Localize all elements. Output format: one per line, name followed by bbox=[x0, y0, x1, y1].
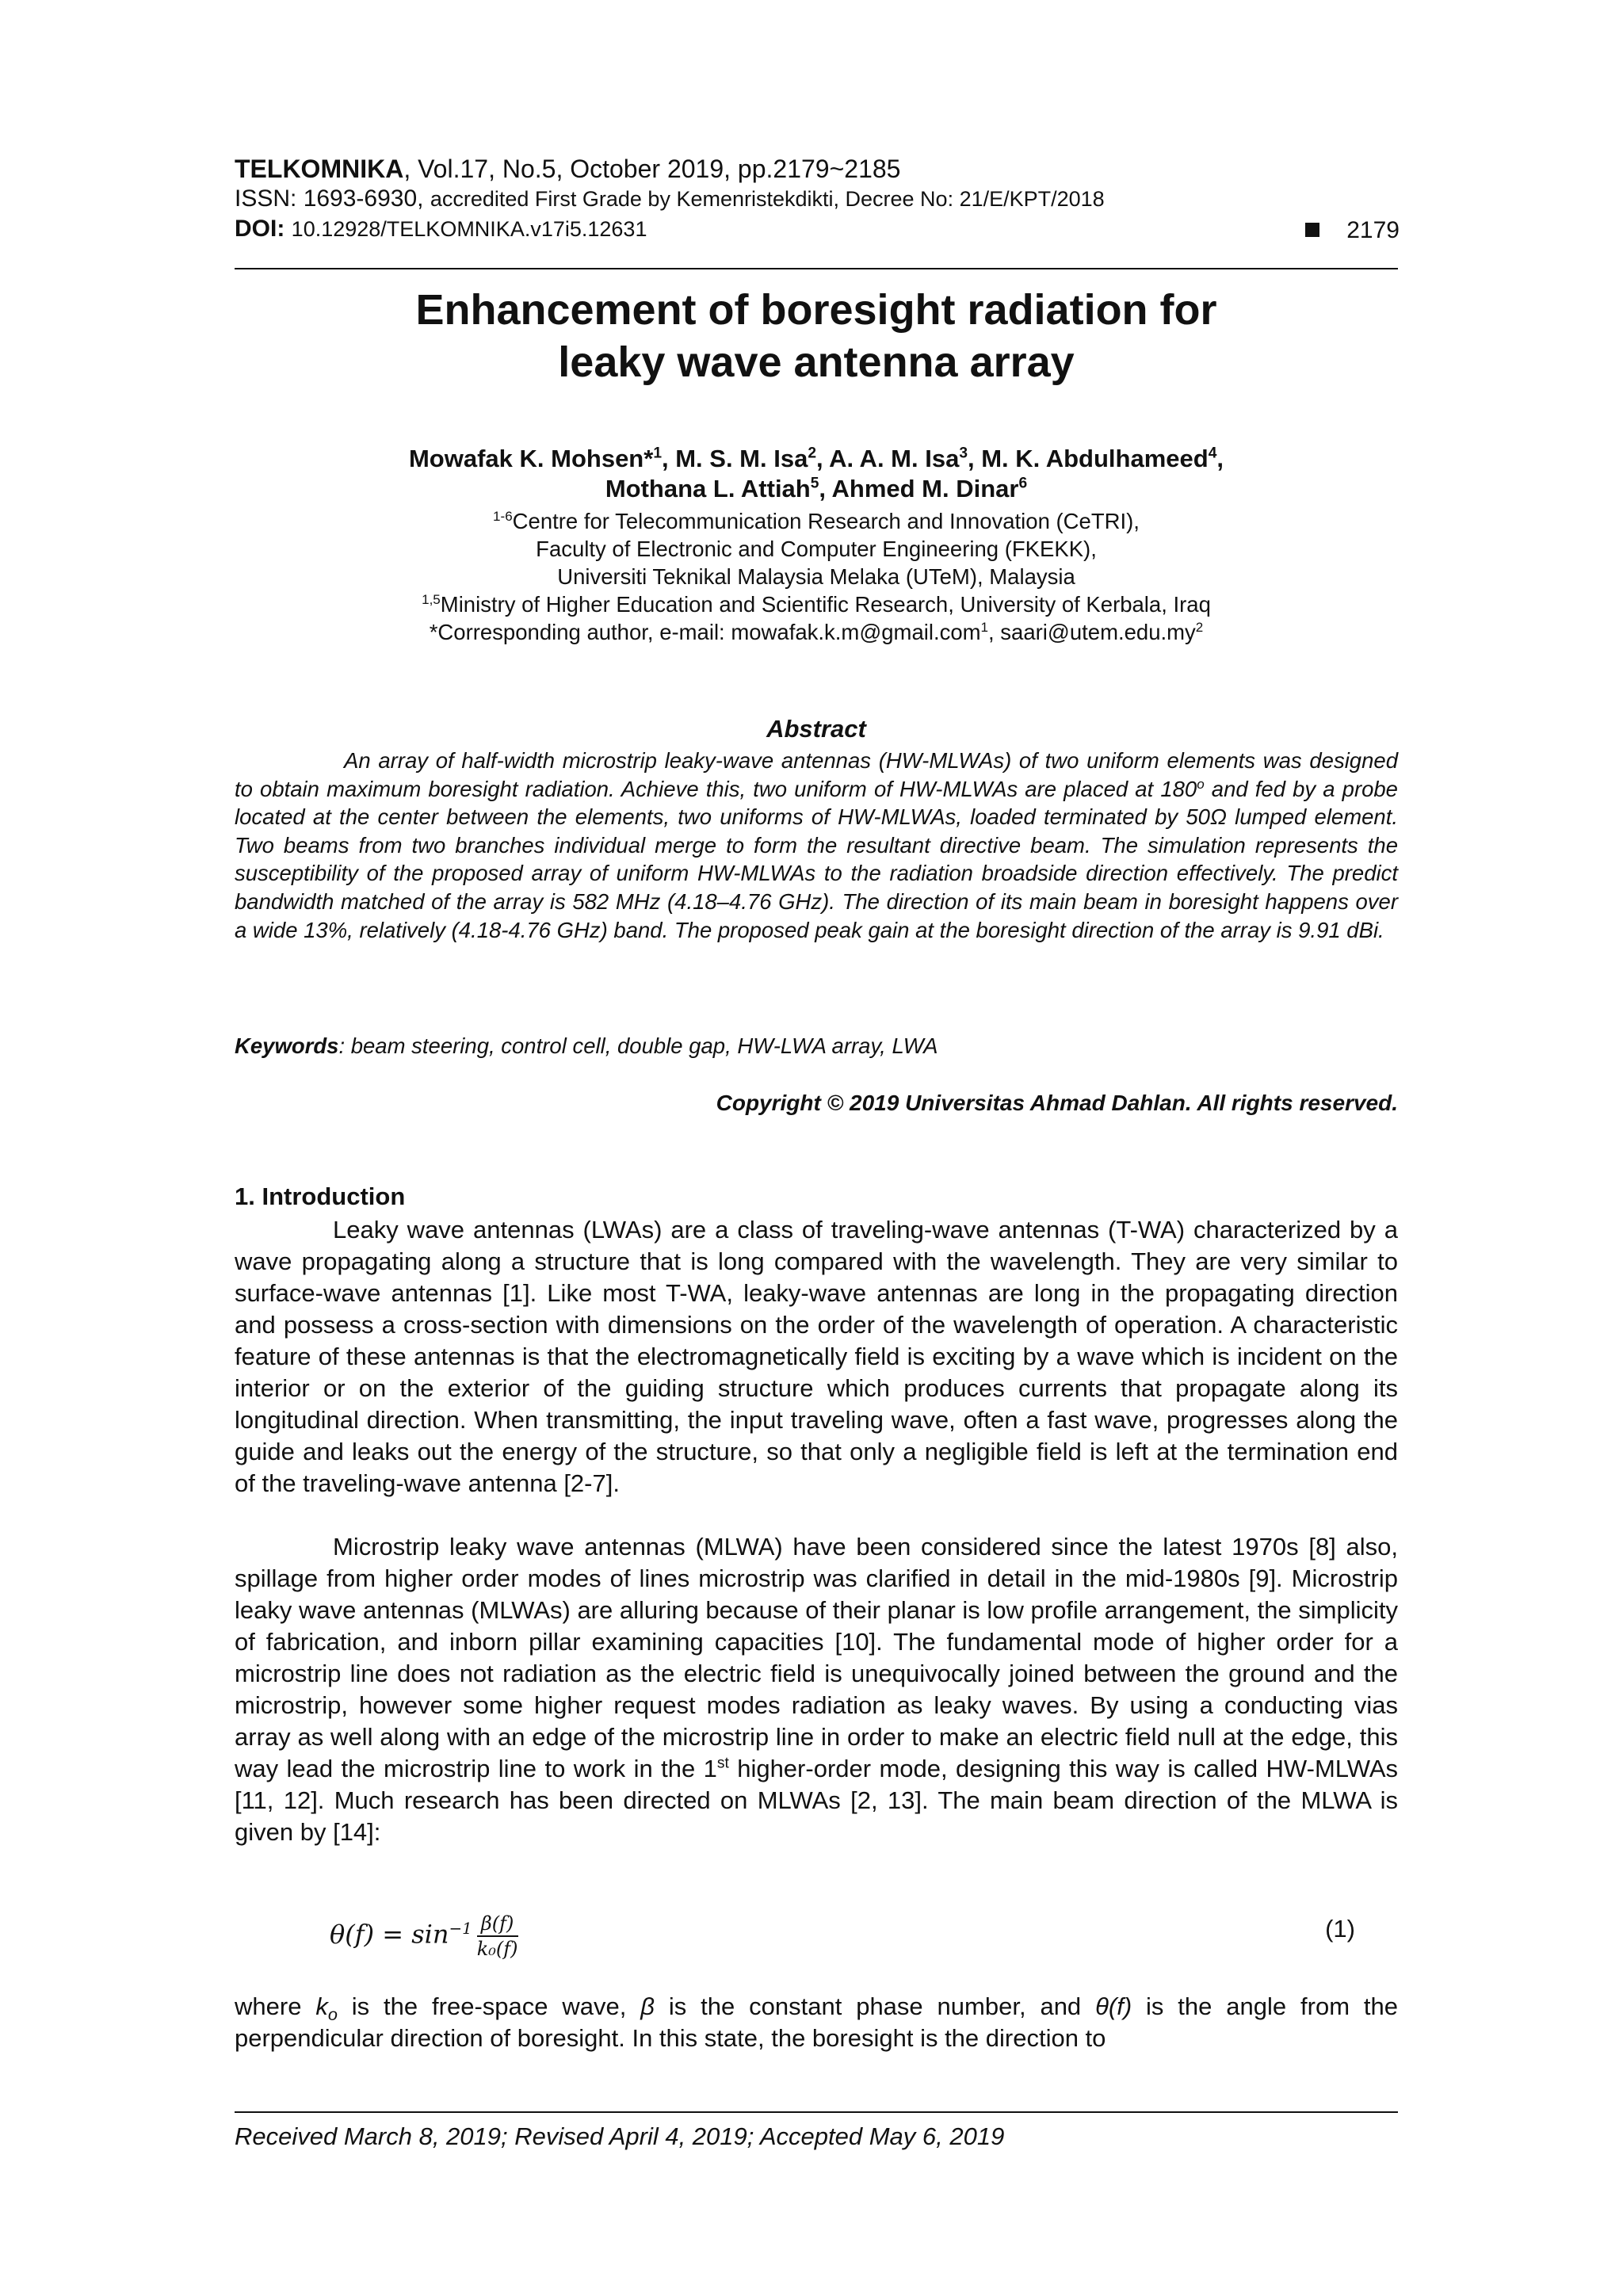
paragraph-2 bbox=[235, 1531, 1398, 1848]
journal-name: TELKOMNIKA bbox=[235, 155, 404, 183]
paper-title bbox=[235, 284, 1398, 388]
p3-beta: β bbox=[640, 1992, 655, 2020]
equation-number: (1) bbox=[1325, 1915, 1355, 1943]
equation-1 bbox=[330, 1912, 518, 1961]
p3-text: is the free-space wave, bbox=[337, 1992, 641, 2020]
doi[interactable]: 10.12928/TELKOMNIKA.v17i5.12631 bbox=[291, 217, 647, 241]
authors-line-1 bbox=[235, 444, 1398, 474]
paragraph-3 bbox=[235, 1991, 1398, 2054]
corresponding-author bbox=[235, 618, 1398, 646]
affiliation-line: Faculty of Electronic and Computer Engineering (FKEKK), bbox=[536, 537, 1097, 561]
p3-k-sub: o bbox=[327, 2004, 338, 2025]
abstract-part-2: and fed by a probe located at the center between the elements, two uniforms of HW-MLWAs, loaded terminated by 50Ω lumped element. Two beams from two branches individual merge to form the resultant directive beam. The simulation represents the susceptibility of the proposed array of uniform HW-MLWAs to the radiation broadside direction effectively. The predict bandwidth matched of the array is 582 MHz (4.18–4.76 GHz). The direction of its main beam in boresight happens over a wide 13%, relatively (4.18-4.76 GHz) band. The proposed peak gain at the boresight direction of the array is 9.91 dBi. bbox=[235, 776, 1398, 942]
affiliation-sup: 1-6 bbox=[493, 508, 513, 524]
author-sup: 6 bbox=[1018, 475, 1028, 492]
affiliation-sup: 1 bbox=[980, 619, 989, 635]
authors-line-2 bbox=[235, 474, 1398, 504]
keywords-label: Keywords bbox=[235, 1033, 339, 1058]
author-sup: 5 bbox=[810, 475, 819, 492]
footer-rule bbox=[235, 2111, 1398, 2113]
author-sup: 4 bbox=[1208, 445, 1217, 462]
equation-exponent: −1 bbox=[449, 1919, 472, 1938]
p3-k: k bbox=[315, 1992, 328, 2020]
page-number-text: 2179 bbox=[1346, 217, 1400, 243]
author-sup: 3 bbox=[959, 445, 968, 462]
degree-sup: o bbox=[1197, 776, 1205, 792]
affiliations bbox=[235, 507, 1398, 646]
author-1: Mowafak K. Mohsen* bbox=[408, 445, 654, 472]
affiliation-text: Ministry of Higher Education and Scientific Research, University of Kerbala, Iraq bbox=[440, 592, 1211, 617]
p3-text: where bbox=[235, 1992, 316, 2020]
affiliation-sup: 2 bbox=[1195, 619, 1204, 635]
equation-denominator: k₀(f) bbox=[476, 1938, 518, 1960]
received-dates: Received March 8, 2019; Revised April 4, 2019; Accepted May 6, 2019 bbox=[235, 2122, 1005, 2150]
journal-volume: , Vol.17, No.5, October 2019, pp.2179~2185 bbox=[403, 155, 901, 183]
author-separator: , bbox=[1216, 445, 1224, 472]
equation-lhs: θ(f) = sin bbox=[330, 1919, 449, 1950]
square-bullet-icon bbox=[1305, 223, 1319, 237]
equation-fraction bbox=[477, 1912, 518, 1961]
author-3: , A. A. M. Isa bbox=[816, 445, 960, 472]
page-number bbox=[1305, 217, 1400, 244]
corresponding-email-2[interactable]: , saari@utem.edu.my bbox=[988, 620, 1196, 644]
abstract-text bbox=[235, 747, 1398, 944]
header-rule bbox=[235, 268, 1398, 269]
author-4: , M. K. Abdulhameed bbox=[968, 445, 1209, 472]
author-list bbox=[235, 444, 1398, 504]
issn-line bbox=[235, 185, 1105, 212]
author-sup: 1 bbox=[653, 445, 662, 462]
corresponding-email[interactable]: *Corresponding author, e-mail: mowafak.k.m@gmail.com bbox=[429, 620, 981, 644]
title-line-2: leaky wave antenna array bbox=[558, 338, 1075, 386]
affiliation-text: Centre for Telecommunication Research and Innovation (CeTRI), bbox=[512, 509, 1140, 533]
affiliation-sup: 1,5 bbox=[422, 591, 441, 607]
issn: ISSN: 1693-6930, bbox=[235, 185, 430, 212]
affiliation-line: Universiti Teknikal Malaysia Melaka (UTeM), Malaysia bbox=[557, 564, 1075, 589]
abstract-heading: Abstract bbox=[766, 715, 866, 743]
paragraph-1: Leaky wave antennas (LWAs) are a class of traveling-wave antennas (T-WA) characterized by a wave propagating along a structure that is long compared with the wavelength. They are very similar to surface-wave antennas [1]. Like most T-WA, leaky-wave antennas are long in the propagating direction and possess a cross-section with dimensions on the order of the wavelength of operation. A characteristic feature of these antennas is that the electromagnetically field is exciting by a wave which is incident on the interior or on the exterior of the guiding structure which produces currents that propagate along its longitudinal direction. When transmitting, the input traveling wave, often a fast wave, progresses along the guide and leaks out the energy of the structure, so that only a negligible field is left at the termination end of the traveling-wave antenna [2-7]. bbox=[235, 1216, 1398, 1497]
doi-line bbox=[235, 216, 647, 243]
keywords bbox=[235, 1032, 1398, 1060]
p3-text: is the constant phase number, and bbox=[654, 1992, 1096, 2020]
paragraph-2-part-1: Microstrip leaky wave antennas (MLWA) have been considered since the latest 1970s [8] also, spillage from higher order modes of lines microstrip was clarified in detail in the mid-1980s [9]. Microstrip leaky wave antennas (MLWAs) are alluring because of their planar is low profile arrangement, the simplicity of fabrication, and inborn pillar examining capacities [10]. The fundamental mode of higher order for a microstrip line does not radiation as the electric field is unequivocally joined between the ground and the microstrip, however some higher request modes radiation as leaky waves. By using a conducting vias array as well along with an edge of the microstrip line in order to make an electric field null at the edge, this way lead the microstrip line to work in the 1 bbox=[235, 1533, 1399, 1782]
equation-numerator: β(f) bbox=[477, 1912, 518, 1937]
author-sup: 2 bbox=[808, 445, 817, 462]
abstract-part-1: An array of half-width microstrip leaky-wave antennas (HW-MLWAs) of two uniform elements was designed to obtain maximum boresight radiation. Achieve this, two uniform of HW-MLWAs are placed at 180 bbox=[235, 748, 1398, 801]
author-2: , M. S. M. Isa bbox=[662, 445, 808, 472]
journal-citation bbox=[235, 155, 900, 182]
copyright: Copyright © 2019 Universitas Ahmad Dahlan. All rights reserved. bbox=[716, 1091, 1398, 1115]
author-6: , Ahmed M. Dinar bbox=[819, 475, 1019, 502]
paragraph-2-part-2: higher-order mode, designing this way is called HW-MLWAs [11, 12]. Much research has been directed on MLWAs [2, 13]. The main beam direction of the MLWA is given by [14]: bbox=[235, 1755, 1398, 1846]
affiliation-line bbox=[235, 590, 1398, 618]
accreditation: accredited First Grade by Kemenristekdikti, Decree No: 21/E/KPT/2018 bbox=[430, 187, 1105, 211]
title-line-1: Enhancement of boresight radiation for bbox=[415, 286, 1217, 334]
doi-label: DOI: bbox=[235, 216, 292, 242]
section-heading: 1. Introduction bbox=[235, 1182, 406, 1210]
p3-text: is the angle from the perpendicular direction of boresight. In this state, the boresight is the direction to bbox=[235, 1992, 1399, 2052]
author-5: Mothana L. Attiah bbox=[605, 475, 811, 502]
keywords-text: : beam steering, control cell, double gap, HW-LWA array, LWA bbox=[338, 1033, 938, 1058]
p3-theta: θ(f) bbox=[1095, 1992, 1132, 2020]
ordinal-sup: st bbox=[716, 1755, 729, 1772]
affiliation-line bbox=[235, 507, 1398, 535]
